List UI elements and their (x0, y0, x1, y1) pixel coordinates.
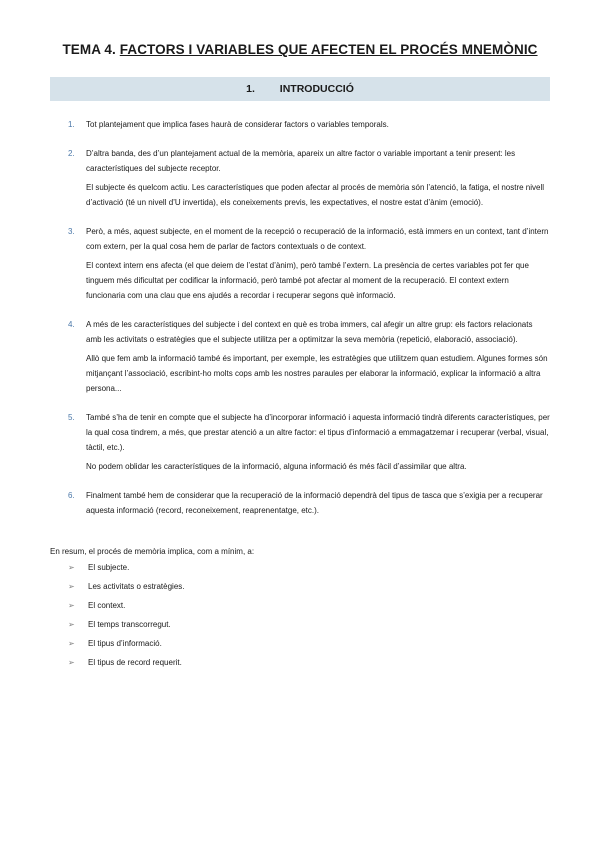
list-item-paragraph: El context intern ens afecta (el que deiem de l’estat d’ànim), però també l’extern. La presència de certes variables pot fer que tinguem més dificultat per codificar la informació, però també pot afectar al moment de la recuperació. El context extern funcionaria com una clau que ens ajudés a recordar i recuperar segons què informació. (86, 261, 529, 300)
arrow-bullet-icon: ➢ (68, 601, 75, 610)
bullet-text: El temps transcorregut. (88, 620, 171, 629)
bullet-item (68, 655, 185, 674)
bullet-text: Les activitats o estratègies. (88, 582, 185, 591)
list-item-paragraph: El subjecte és quelcom actiu. Les característiques que poden afectar al procés de memòria són l’atenció, la fatiga, el nostre nivell d’activació (té un nivell d’U invertida), els coneixements previs, les expectatives, el nostre estat d’ànim (emoció). (86, 183, 545, 207)
bullet-list (68, 560, 185, 674)
arrow-bullet-icon: ➢ (68, 582, 75, 591)
list-item (68, 224, 550, 303)
summary-text: En resum, el procés de memòria implica, com a mínim, a: (50, 547, 255, 556)
bullet-item (68, 617, 185, 636)
section-label: INTRODUCCIÓ (279, 83, 354, 95)
list-item-number: 2. (68, 149, 75, 158)
list-item-number: 5. (68, 413, 75, 422)
arrow-bullet-icon: ➢ (68, 658, 75, 667)
list-item (68, 117, 550, 132)
list-item (68, 488, 550, 518)
list-item (68, 146, 550, 210)
list-item-number: 1. (68, 120, 75, 129)
list-item-paragraph: Però, a més, aquest subjecte, en el moment de la recepció o recuperació de la informació, està immers en un context, tant d’intern com extern, per la qual cosa hem de parlar de factors contextuals o de context. (86, 227, 549, 251)
list-item (68, 410, 550, 474)
bullet-text: El subjecte. (88, 563, 130, 572)
arrow-bullet-icon: ➢ (68, 639, 75, 648)
bullet-item (68, 598, 185, 617)
section-number: 1. (246, 83, 255, 95)
list-item (68, 317, 550, 396)
bullet-item (68, 560, 185, 579)
bullet-item (68, 579, 185, 598)
list-item-number: 6. (68, 491, 75, 500)
list-item-paragraph: No podem oblidar les característiques de la informació, alguna informació és més fàcil d’assimilar que altra. (86, 462, 467, 471)
list-item-paragraph: A més de les característiques del subjecte i del context en què es troba immers, cal afegir un altre grup: els factors relacionats amb les activitats o estratègies que el subjecte utilitza per a optimitzar la seva memòria (repetició, elaboració, associació). (86, 320, 533, 344)
list-item-paragraph: Allò que fem amb la informació també és important, per exemple, les estratègies que utilitzem quan estudiem. Algunes formes són mitjançant l’associació, escribint-ho molts cops amb les nostres paraules per elaborar la informació, explicar la informació a altra persona... (86, 354, 548, 393)
list-item-paragraph: Finalment també hem de considerar que la recuperació de la informació dependrà del tipus de tasca que s’exigia per a recuperar aquesta informació (record, reconeixement, reaprenentatge, etc.). (86, 491, 543, 515)
list-item-number: 4. (68, 320, 75, 329)
bullet-text: El tipus d’informació. (88, 639, 162, 648)
list-item-paragraph: D’altra banda, des d’un plantejament actual de la memòria, apareix un altre factor o variable important a tenir present: les característiques del subjecte receptor. (86, 149, 516, 173)
bullet-text: El context. (88, 601, 126, 610)
list-item-number: 3. (68, 227, 75, 236)
arrow-bullet-icon: ➢ (68, 620, 75, 629)
numbered-list (68, 117, 550, 532)
bullet-item (68, 636, 185, 655)
page-title (0, 42, 600, 57)
section-heading (50, 77, 550, 101)
title-underlined: FACTORS I VARIABLES QUE AFECTEN EL PROCÉS MNEMÒNIC (119, 42, 538, 57)
arrow-bullet-icon: ➢ (68, 563, 75, 572)
bullet-text: El tipus de record requerit. (88, 658, 182, 667)
list-item-paragraph: També s’ha de tenir en compte que el subjecte ha d’incorporar informació i aquesta informació tindrà diferents característiques, per la qual cosa tindrem, a més, que prestar atenció a un altre factor: el tipus d’informació a emmagatzemar i recuperar (verbal, visual, tàctil, etc.). (86, 413, 550, 452)
title-prefix: TEMA 4. (62, 42, 120, 57)
list-item-paragraph: Tot plantejament que implica fases haurà de considerar factors o variables temporals. (86, 120, 389, 129)
